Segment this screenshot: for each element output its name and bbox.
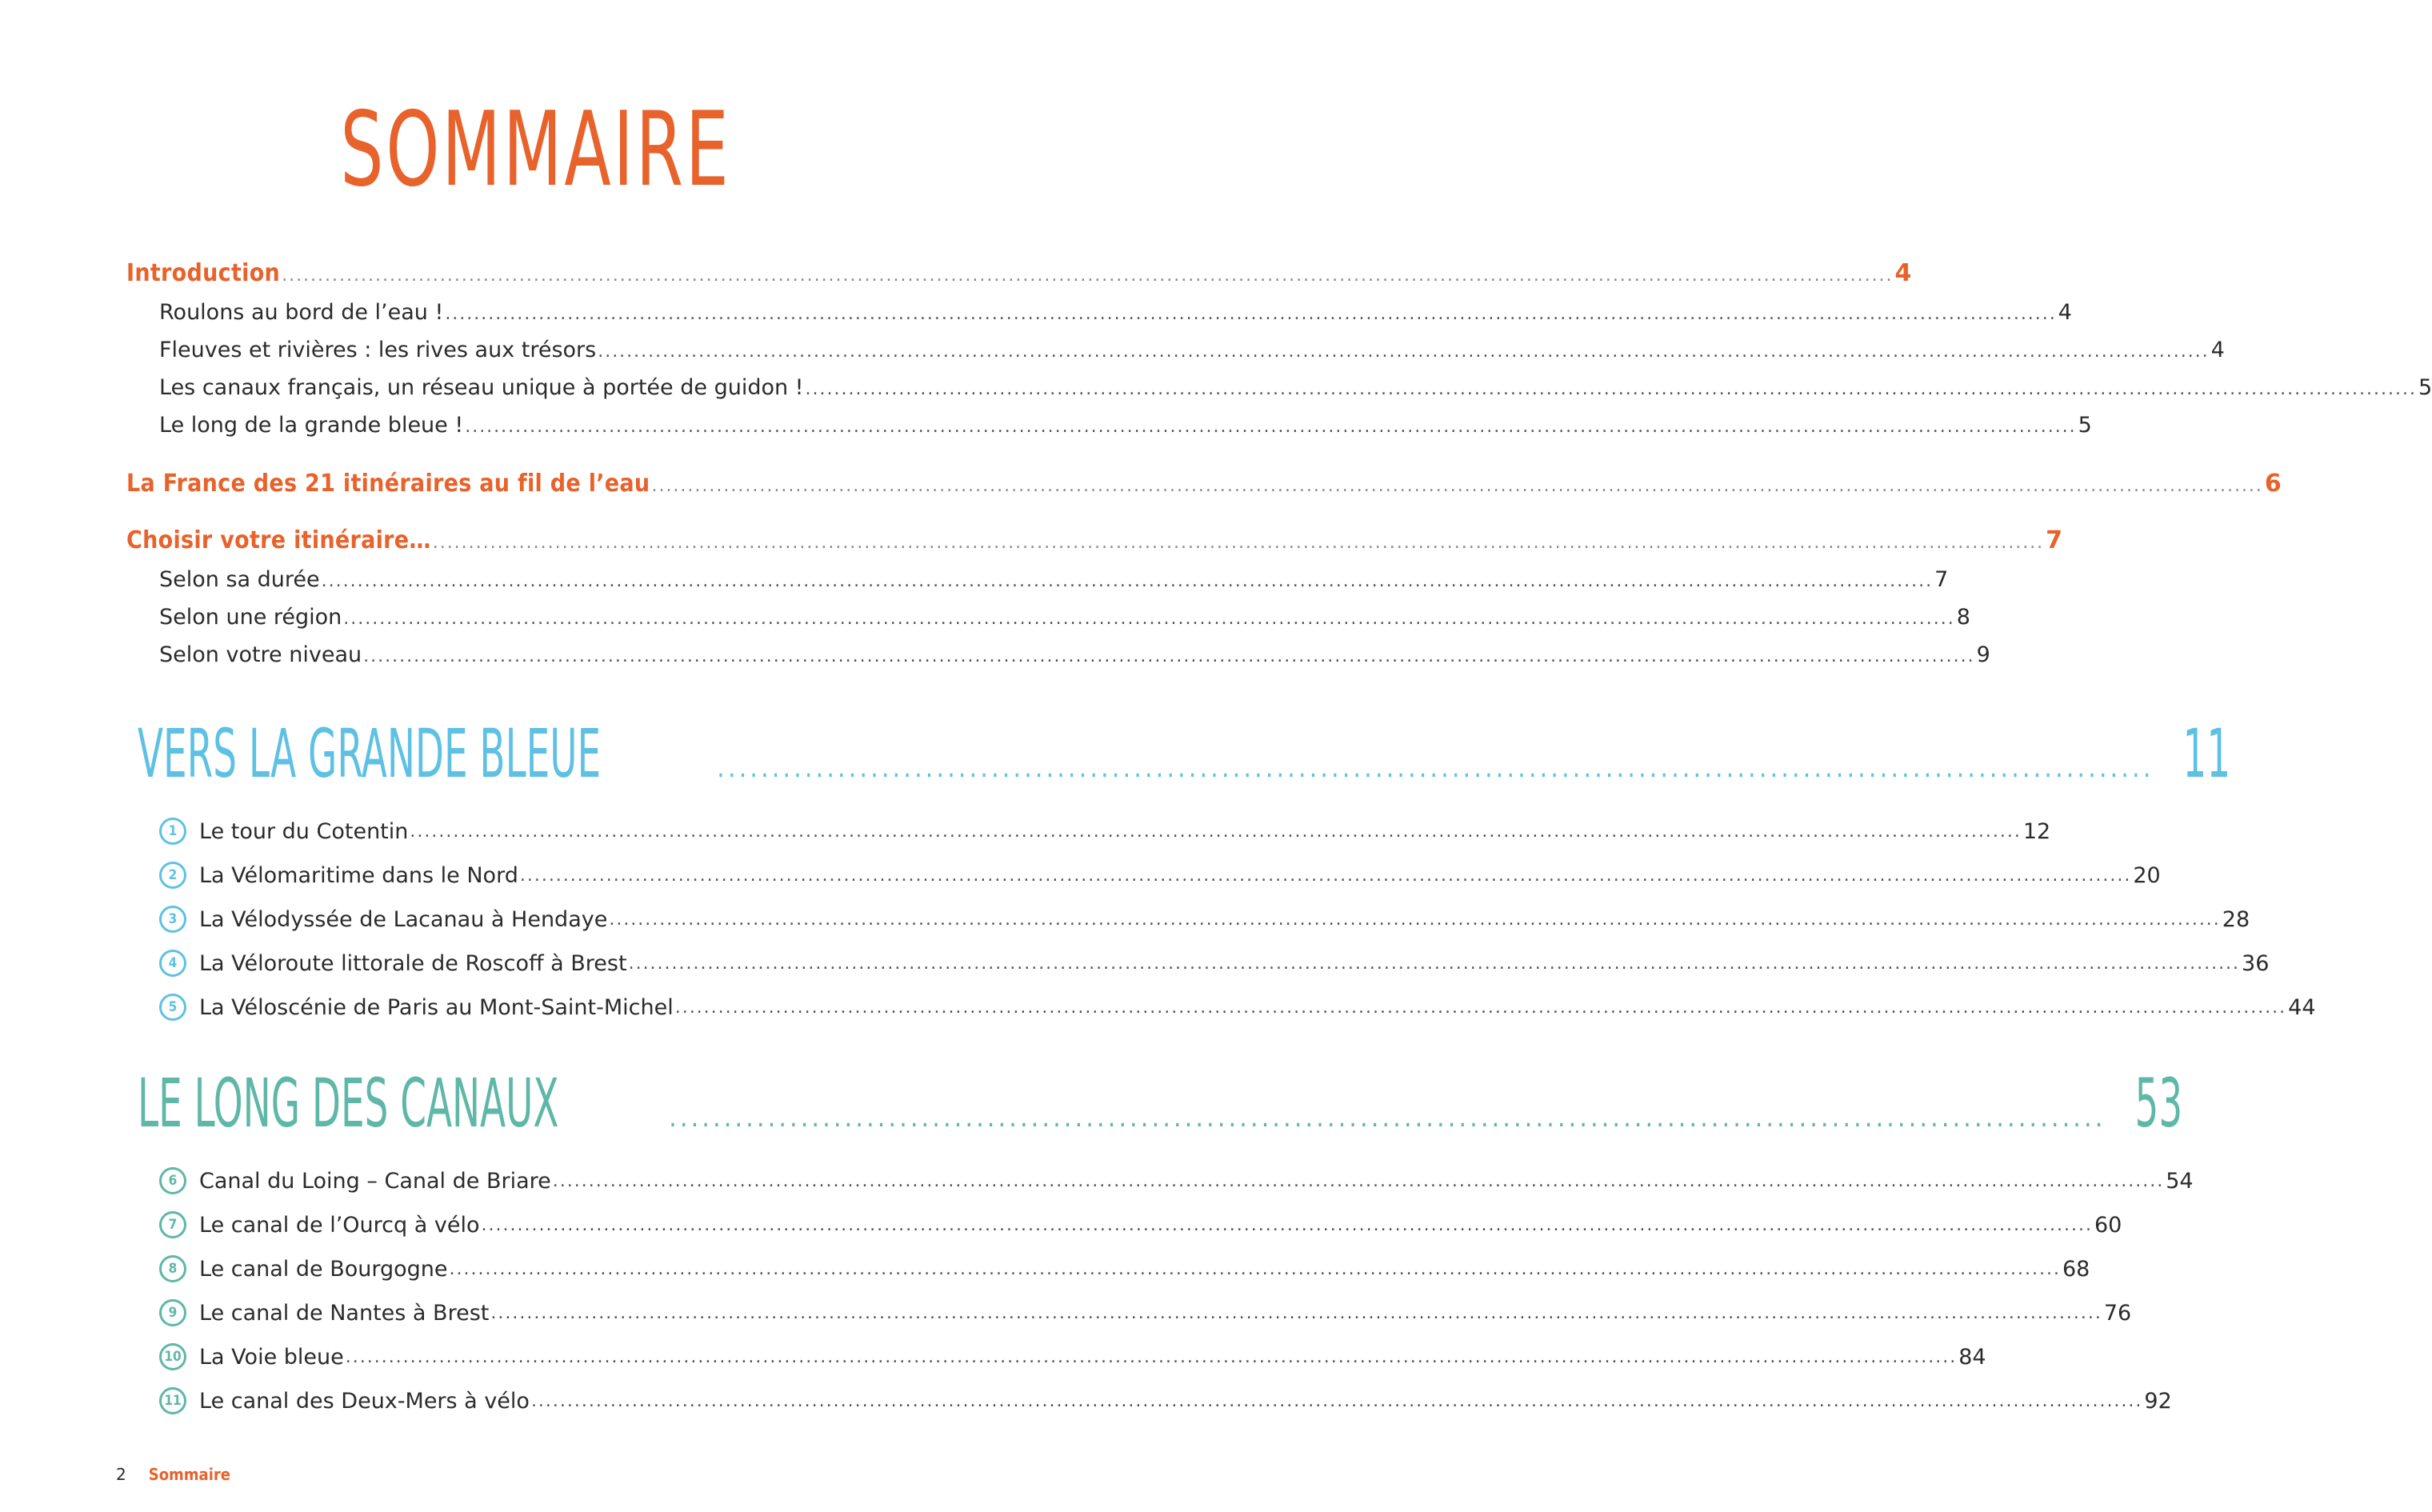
toc-page-number: 5 — [2418, 375, 2432, 400]
section-page-number: 11 — [2182, 714, 2231, 793]
toc-item-label: Selon une région — [159, 605, 342, 630]
route-label: La Vélomaritime dans le Nord — [199, 862, 518, 888]
dot-leader — [675, 998, 2286, 1018]
route-number-badge: 5 — [159, 994, 186, 1021]
route-page-number: 92 — [2144, 1388, 2172, 1414]
toc-item[interactable] — [159, 413, 2092, 438]
footer-label: Sommaire — [148, 1465, 230, 1484]
dot-leader — [322, 571, 1933, 591]
route-label: Le canal des Deux-Mers à vélo — [199, 1388, 530, 1414]
route-label: Le canal de l’Ourcq à vélo — [199, 1212, 480, 1238]
route-item[interactable] — [159, 994, 2316, 1021]
route-item[interactable] — [159, 950, 2270, 977]
section-heading-canaux[interactable] — [138, 1064, 2183, 1142]
dot-leader — [490, 1303, 2102, 1323]
route-item[interactable] — [159, 862, 2161, 889]
route-number-badge: 10 — [159, 1343, 186, 1370]
route-number-badge: 11 — [159, 1387, 186, 1414]
dot-leader — [520, 866, 2131, 886]
route-item[interactable] — [159, 1211, 2122, 1238]
dot-leader — [598, 342, 2209, 362]
toc-item-label: Selon sa durée — [159, 567, 320, 592]
route-page-number: 12 — [2022, 818, 2051, 844]
route-number-badge: 4 — [159, 950, 186, 977]
route-page-number: 84 — [1958, 1344, 1986, 1370]
toc-heading-label: La France des 21 itinéraires au fil de l’eau — [126, 470, 650, 498]
route-label: Le canal de Bourgogne — [199, 1256, 448, 1282]
route-label: Canal du Loing – Canal de Briare — [199, 1168, 551, 1194]
toc-item-label: Le long de la grande bleue ! — [159, 413, 464, 438]
toc-page-number: 8 — [1956, 605, 1970, 630]
page-title: SOMMAIRE — [340, 90, 731, 210]
route-item[interactable] — [159, 1343, 1986, 1370]
dot-leader — [806, 379, 2417, 399]
toc-item-label: Selon votre niveau — [159, 642, 362, 667]
dot-leader — [410, 822, 2021, 842]
toc-item[interactable] — [159, 605, 1970, 630]
route-item[interactable] — [159, 818, 2051, 845]
dot-leader — [553, 1171, 2164, 1191]
route-number-badge: 8 — [159, 1255, 186, 1282]
dot-leader — [346, 1347, 1957, 1367]
toc-heading-label: Introduction — [126, 259, 281, 287]
route-page-number: 44 — [2288, 994, 2316, 1020]
dot-leader — [609, 910, 2220, 930]
dot-leader — [433, 533, 2044, 553]
toc-heading-label: Choisir votre itinéraire… — [126, 526, 431, 554]
section-heading-label: VERS LA GRANDE BLEUE — [138, 714, 602, 793]
route-page-number: 36 — [2242, 950, 2270, 976]
toc-heading-introduction[interactable] — [126, 259, 1912, 287]
dot-leader — [363, 646, 1974, 666]
toc-item[interactable] — [159, 300, 2072, 325]
route-number-badge: 3 — [159, 906, 186, 933]
dot-leader — [282, 266, 1893, 286]
dot-leader — [531, 1391, 2142, 1411]
route-label: Le canal de Nantes à Brest — [199, 1300, 490, 1326]
toc-page-number: 4 — [1894, 259, 1912, 287]
route-page-number: 54 — [2166, 1168, 2194, 1194]
route-page-number: 20 — [2133, 862, 2161, 888]
route-number-badge: 7 — [159, 1211, 186, 1238]
toc-heading-choisir[interactable] — [126, 526, 2063, 554]
route-label: La Voie bleue — [199, 1344, 344, 1370]
route-number-badge: 6 — [159, 1167, 186, 1194]
section-heading-label: LE LONG DES CANAUX — [138, 1064, 559, 1142]
toc-item-label: Les canaux français, un réseau unique à portée de guidon ! — [159, 375, 804, 400]
dot-leader — [343, 609, 1954, 629]
toc-item-label: Roulons au bord de l’eau ! — [159, 300, 444, 325]
route-number-badge: 1 — [159, 818, 186, 845]
toc-page-number: 9 — [1976, 642, 1990, 667]
route-page-number: 76 — [2103, 1300, 2132, 1326]
route-label: La Véloscénie de Paris au Mont-Saint-Michel — [199, 994, 674, 1020]
dot-leader — [717, 752, 2154, 784]
route-item[interactable] — [159, 1387, 2172, 1414]
route-item[interactable] — [159, 906, 2250, 933]
footer-page-number: 2 — [116, 1465, 126, 1484]
dot-leader — [445, 304, 2056, 324]
route-page-number: 28 — [2222, 906, 2250, 932]
toc-page-number: 4 — [2058, 300, 2072, 325]
toc-item[interactable] — [159, 567, 1949, 592]
dot-leader — [482, 1215, 2093, 1235]
route-label: La Véloroute littorale de Roscoff à Brest — [199, 950, 627, 976]
dot-leader — [450, 1259, 2061, 1279]
dot-leader — [629, 954, 2240, 974]
toc-page-number: 5 — [2078, 413, 2092, 438]
toc-page-number: 7 — [2046, 526, 2063, 554]
toc-item-label: Fleuves et rivières : les rives aux trésors — [159, 338, 597, 362]
section-page-number: 53 — [2134, 1064, 2183, 1142]
toc-page-number: 4 — [2210, 338, 2225, 362]
toc-item[interactable] — [159, 375, 2432, 400]
toc-item[interactable] — [159, 338, 2225, 362]
route-item[interactable] — [159, 1255, 2090, 1282]
route-label: Le tour du Cotentin — [199, 818, 409, 844]
route-item[interactable] — [159, 1299, 2132, 1326]
route-label: La Vélodyssée de Lacanau à Hendaye — [199, 906, 608, 932]
dot-leader — [465, 417, 2076, 437]
toc-page-number: 7 — [1934, 567, 1949, 592]
toc-item[interactable] — [159, 642, 1990, 667]
route-number-badge: 2 — [159, 862, 186, 889]
route-page-number: 60 — [2094, 1212, 2122, 1238]
page-footer — [116, 1465, 230, 1484]
toc-page-number: 6 — [2264, 470, 2282, 498]
route-number-badge: 9 — [159, 1299, 186, 1326]
toc-heading-france[interactable] — [126, 470, 2282, 498]
dot-leader — [669, 1102, 2106, 1134]
route-page-number: 68 — [2062, 1256, 2090, 1282]
route-item[interactable] — [159, 1167, 2194, 1194]
section-heading-grande-bleue[interactable] — [138, 714, 2231, 793]
dot-leader — [651, 476, 2262, 496]
